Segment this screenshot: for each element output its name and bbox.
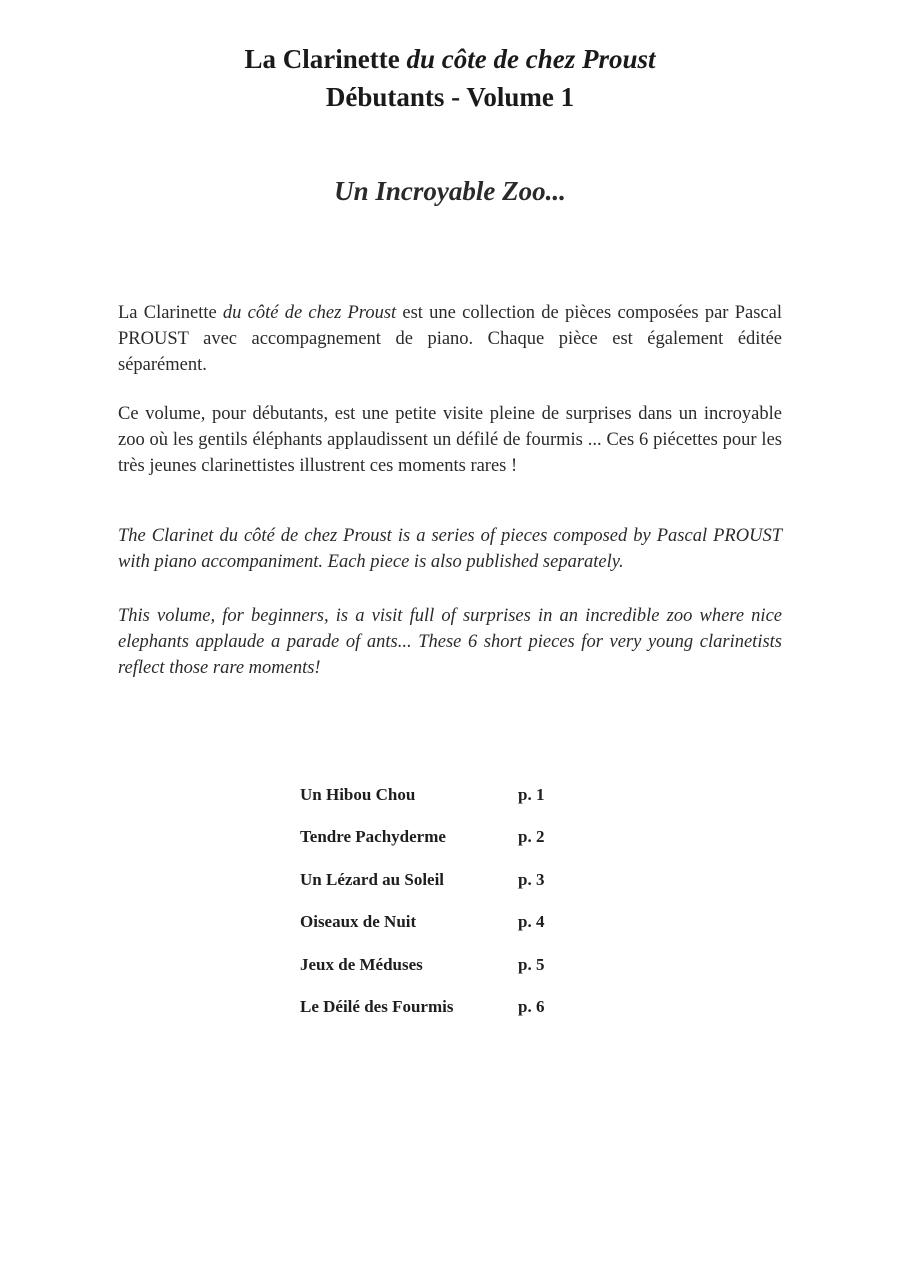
- toc-piece-title: Jeux de Méduses: [300, 954, 423, 974]
- toc-row: [300, 955, 600, 997]
- french-paragraph-1: [118, 300, 782, 378]
- toc-piece-title: Tendre Pachyderme: [300, 827, 446, 847]
- french-paragraph-2: Ce volume, pour débutants, est une petite visite pleine de surprises dans un incroyable zoo où les gentils éléphants applaudissent un défilé de fourmis ... Ces 6 piécettes pour les très jeunes clarinettistes illustrent ces moments rares !: [118, 404, 782, 476]
- fr-p1-rest: est une collection de pièces composées par Pascal PROUST avec accompagnement de piano. Chaque pièce est également éditée séparément.: [118, 303, 782, 375]
- toc-row: [300, 912, 600, 954]
- toc-page-number: p. 1: [518, 785, 545, 804]
- subtitle: Un Incroyable Zoo...: [334, 176, 566, 206]
- toc-piece-title: Oiseaux de Nuit: [300, 912, 417, 932]
- title-italic: du côte de chez Proust: [406, 44, 656, 74]
- title-prefix: La Clarinette: [244, 44, 407, 74]
- english-paragraph-2: This volume, for beginners, is a visit full of surprises in an incredible zoo where nice elephants applaude a parade of ants... These 6 short pieces for very young clarinetists reflect those rare moments!: [118, 606, 782, 678]
- toc-page-number: p. 6: [518, 996, 545, 1016]
- english-paragraph-1: The Clarinet du côté de chez Proust is a series of pieces composed by Pascal PROUST with piano accompaniment. Each piece is also published separately.: [118, 526, 782, 572]
- toc-row: [300, 870, 600, 912]
- volume-title: Débutants - Volume 1: [325, 82, 575, 112]
- toc-row: [300, 997, 600, 1039]
- toc-row: [300, 785, 600, 827]
- toc-page-number: p. 3: [518, 869, 545, 889]
- toc-page-number: p. 4: [518, 912, 545, 932]
- table-of-contents: [300, 785, 600, 1039]
- toc-piece-title: Un Lézard au Soleil: [300, 869, 445, 889]
- toc-piece-title: Un Hibou Chou: [300, 785, 416, 804]
- toc-page-number: p. 2: [518, 827, 545, 847]
- fr-p1-italic: du côté de chez Proust: [222, 303, 397, 323]
- toc-row: [300, 827, 600, 869]
- fr-p1-start: La Clarinette: [118, 303, 223, 323]
- toc-page-number: p. 5: [518, 954, 545, 974]
- toc-piece-title: Le Déilé des Fourmis: [300, 996, 454, 1016]
- page-title: [0, 44, 900, 75]
